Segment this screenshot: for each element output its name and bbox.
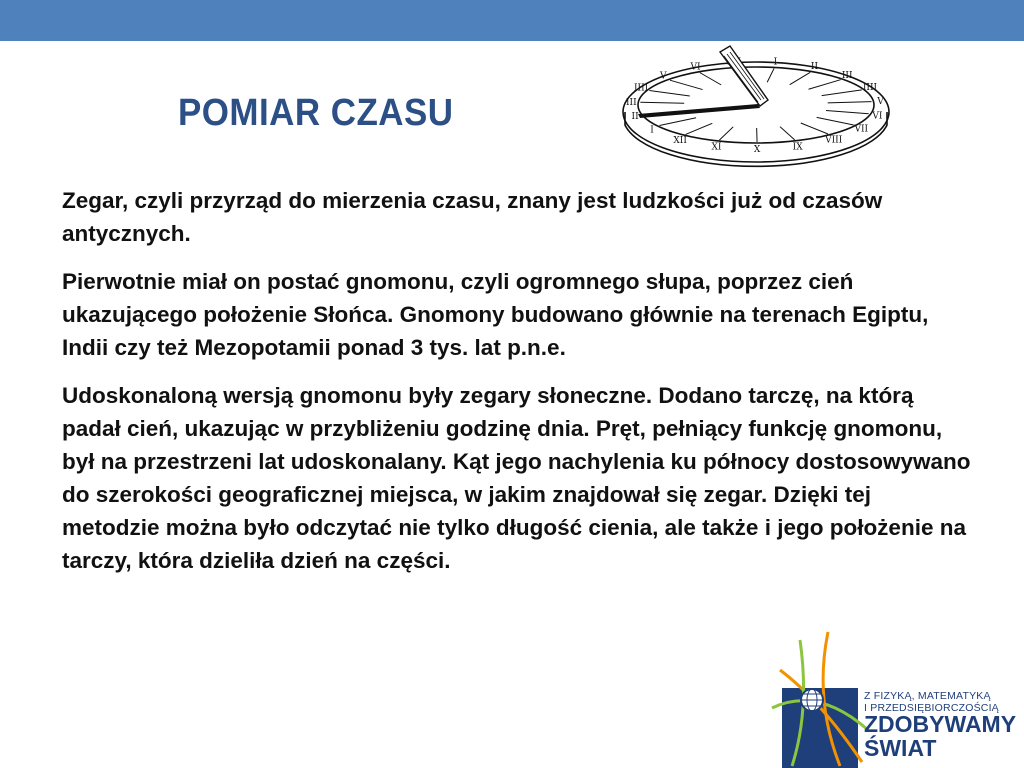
sundial-numeral: IIII [862,82,878,93]
sundial-numeral: II [631,112,639,123]
sundial-numeral: III [841,70,853,81]
sundial-numeral: II [810,62,819,73]
sundial-numeral: XII [673,135,687,146]
sundial-hour-line [826,110,869,113]
sundial-hour-line [790,72,811,84]
sundial-hour-line [659,118,696,126]
logo-orbit-icon [770,630,870,768]
sundial-illustration [618,42,904,180]
logo-tagline-line1: Z FIZYKĄ, MATEMATYKĄ [864,690,991,702]
paragraph-1: Zegar, czyli przyrząd do mierzenia czasu, znany jest ludzkości już od czasów antycznych. [62,188,883,246]
sundial-numeral: VI [872,111,883,122]
sundial-hour-line [817,117,854,125]
sundial-hour-line [640,102,684,103]
sundial-hour-line [801,123,828,134]
sundial-numeral: VI [690,62,701,73]
sundial-numeral: X [753,144,761,155]
sundial-hour-line [828,102,872,103]
project-logo [770,630,1024,768]
sundial-hour-line [822,90,862,96]
sundial-numeral: V [660,71,667,82]
sundial-numeral: VIII [825,135,843,146]
sundial-numeral: I [650,125,654,136]
sundial-hour-line [686,123,713,134]
sundial-numeral: III [626,97,637,108]
paragraph-3: Udoskonaloną wersją gnomonu były zegary słoneczne. Dodano tarczę, na którą padał cień, ukazując w przybliżeniu godzinę dnia. Pręt, pełniący funkcję gnomonu, był na przestrzeni lat udoskonalany. Kąt jego nachylenia ku północy dostosowywano do szerokości geograficznej miejsca, w jakim znajdował się zegar. Dzięki tej metodzie można było odczytać nie tylko długość cienia, ale także i jego położenie na tarczy, która dzieliła dzień na części. [62,383,971,573]
body-text [62,184,972,592]
sundial-numeral: I [773,57,778,68]
logo-tagline-line2: I PRZEDSIĘBIORCZOŚCIĄ [864,702,999,714]
sundial-hour-line [767,68,774,82]
sundial-hour-line [780,127,795,140]
sundial-numeral: IIII [633,83,649,94]
logo-name-line1: ZDOBYWAMY [864,711,1017,737]
logo-name-line2: ŚWIAT [864,735,937,761]
sundial-hour-line [719,127,733,140]
sundial-gnomon [638,46,768,118]
sundial-hour-line [670,80,703,89]
sundial-hour-line [649,90,689,96]
header-bar [0,0,1024,41]
sundial-hour-line [809,80,841,90]
slide-title: POMIAR CZASU [178,92,454,134]
paragraph-2: Pierwotnie miał on postać gnomonu, czyli ogromnego słupa, poprzez cień ukazującego położenie Słońca. Gnomony budowano głównie na terenach Egiptu, Indii czy też Mezopotamii ponad 3 tys. lat p.n.e. [62,269,929,360]
sundial-numeral: IX [792,142,803,153]
sundial-numeral: V [877,96,884,107]
sundial-numeral: VII [854,124,869,135]
sundial-numeral: XI [711,142,722,153]
sundial-hour-line [700,73,721,85]
